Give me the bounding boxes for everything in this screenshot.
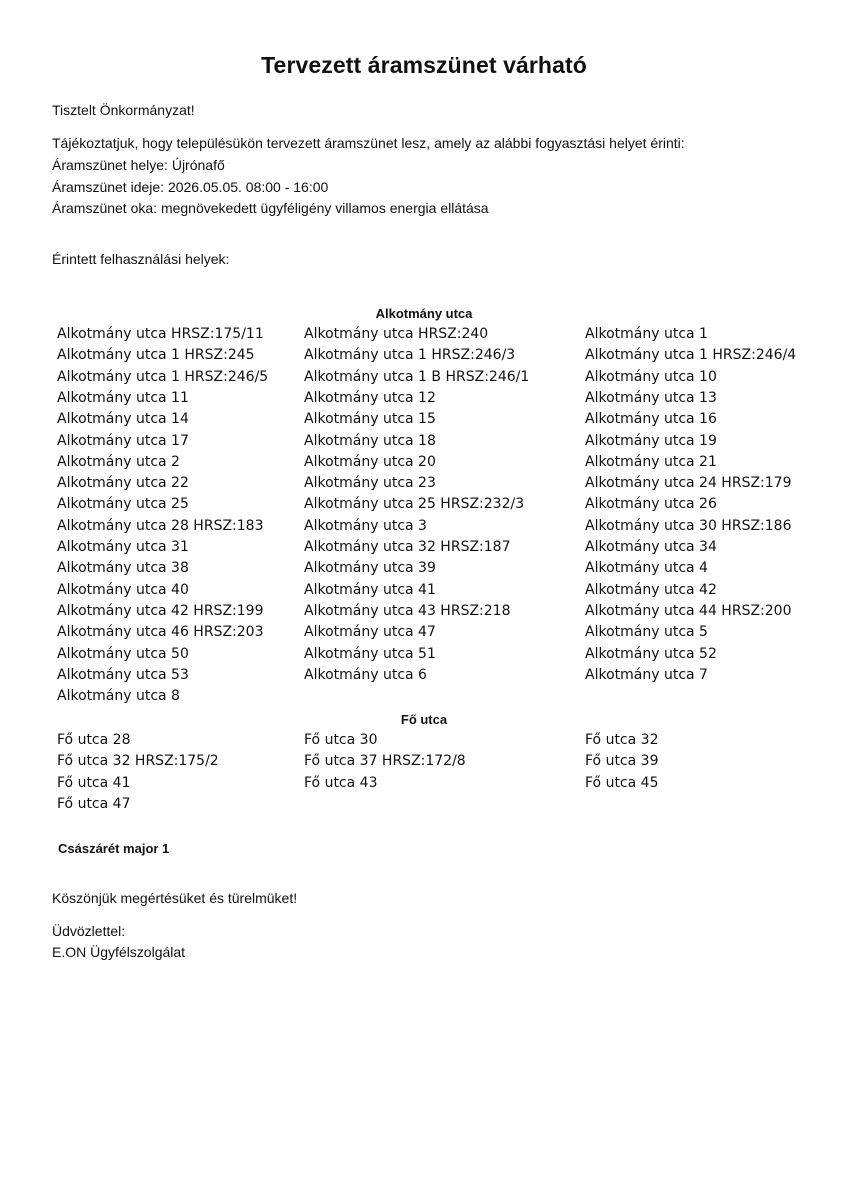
address-item: Alkotmány utca 5 (585, 624, 708, 641)
address-item: Alkotmány utca 39 (304, 560, 436, 577)
address-item: Alkotmány utca 1 (585, 326, 708, 342)
address-item: Alkotmány utca 16 (585, 411, 717, 428)
affected-places-label: Érintett felhasználási helyek: (52, 251, 230, 267)
page-title: Tervezett áramszünet várható (261, 52, 587, 78)
section-heading-alkotmany: Alkotmány utca (375, 306, 473, 321)
outage-location: Áramszünet helye: Újrónafő (52, 157, 225, 173)
address-item: Fő utca 41 (57, 774, 131, 791)
address-item: Fő utca 43 (304, 774, 378, 791)
address-item: Alkotmány utca 50 (57, 645, 189, 662)
address-item: Alkotmány utca 53 (57, 666, 189, 683)
address-item: Alkotmány utca 32 HRSZ:187 (304, 539, 511, 555)
address-item: Alkotmány utca 7 (585, 666, 708, 683)
address-item: Alkotmány utca 18 (304, 432, 436, 449)
address-item: Alkotmány utca 34 (585, 539, 717, 555)
address-item: Fő utca 37 HRSZ:172/8 (304, 753, 466, 770)
address-item: Alkotmány utca 40 (57, 581, 189, 598)
address-item: Alkotmány utca 14 (57, 411, 189, 428)
address-item: Alkotmány utca 25 HRSZ:232/3 (304, 496, 525, 513)
address-item: Alkotmány utca 42 HRSZ:199 (57, 602, 264, 619)
address-item: Alkotmány utca 19 (585, 432, 717, 449)
signature: E.ON Ügyfélszolgálat (52, 944, 186, 960)
address-item: Fő utca 30 (304, 732, 378, 748)
address-item: Alkotmány utca 10 (585, 368, 717, 385)
address-item: Fő utca 47 (57, 795, 131, 812)
address-item: Alkotmány utca 22 (57, 475, 189, 492)
address-item: Alkotmány utca 46 HRSZ:203 (57, 624, 264, 641)
outage-reason: Áramszünet oka: megnövekedett ügyféligény villamos energia ellátása (52, 200, 489, 216)
address-item: Alkotmány utca 44 HRSZ:200 (585, 602, 792, 619)
address-item: Alkotmány utca 30 HRSZ:186 (585, 517, 792, 534)
address-item: Alkotmány utca 12 (304, 389, 436, 406)
intro-text: Tájékoztatjuk, hogy településükön tervezett áramszünet lesz, amely az alábbi fogyasztási helyet érinti: (52, 135, 685, 151)
outage-time: Áramszünet ideje: 2026.05.05. 08:00 - 16:00 (52, 179, 329, 195)
address-item: Alkotmány utca 11 (57, 389, 189, 406)
address-item: Alkotmány utca 21 (585, 453, 717, 470)
address-item: Alkotmány utca 26 (585, 496, 717, 513)
address-item: Alkotmány utca 25 (57, 496, 189, 513)
regards-text: Üdvözlettel: (52, 923, 126, 939)
address-item: Alkotmány utca HRSZ:240 (304, 326, 489, 342)
address-item: Alkotmány utca 4 (585, 560, 708, 577)
address-item: Fő utca 32 (585, 732, 659, 748)
address-item: Fő utca 32 HRSZ:175/2 (57, 753, 219, 770)
address-item: Alkotmány utca 28 HRSZ:183 (57, 517, 264, 534)
address-item: Alkotmány utca 20 (304, 453, 436, 470)
address-item: Alkotmány utca 1 HRSZ:245 (57, 347, 255, 364)
address-item: Alkotmány utca 6 (304, 666, 427, 683)
address-item: Alkotmány utca 43 HRSZ:218 (304, 602, 511, 619)
thanks-text: Köszönjük megértésüket és türelmüket! (52, 890, 298, 906)
address-item: Alkotmány utca 41 (304, 581, 436, 598)
address-item: Alkotmány utca 42 (585, 581, 717, 598)
address-item: Alkotmány utca 1 HRSZ:246/5 (57, 368, 269, 385)
address-item: Alkotmány utca 38 (57, 560, 189, 577)
address-item: Alkotmány utca 2 (57, 453, 180, 470)
address-item: Alkotmány utca 47 (304, 624, 436, 641)
address-item: Alkotmány utca 8 (57, 688, 180, 705)
section-heading-fo-utca: Fő utca (400, 712, 448, 727)
address-item: Alkotmány utca 1 B HRSZ:246/1 (304, 368, 530, 385)
address-item: Alkotmány utca 15 (304, 411, 436, 428)
address-item: Alkotmány utca 13 (585, 389, 717, 406)
address-item: Alkotmány utca 1 HRSZ:246/4 (585, 347, 797, 364)
address-item: Alkotmány utca 3 (304, 517, 427, 534)
address-item: Alkotmány utca HRSZ:175/11 (57, 326, 264, 342)
address-item: Alkotmány utca 52 (585, 645, 717, 662)
greeting: Tisztelt Önkormányzat! (52, 102, 195, 118)
address-item: Alkotmány utca 31 (57, 539, 189, 555)
address-item: Alkotmány utca 1 HRSZ:246/3 (304, 347, 516, 364)
address-item: Alkotmány utca 24 HRSZ:179 (585, 475, 792, 492)
address-item: Fő utca 39 (585, 753, 659, 770)
extra-location: Császárét major 1 (58, 841, 170, 856)
address-item: Alkotmány utca 23 (304, 475, 436, 492)
address-item: Alkotmány utca 17 (57, 432, 189, 449)
address-item: Fő utca 45 (585, 774, 659, 791)
address-item: Fő utca 28 (57, 732, 131, 748)
address-item: Alkotmány utca 51 (304, 645, 436, 662)
